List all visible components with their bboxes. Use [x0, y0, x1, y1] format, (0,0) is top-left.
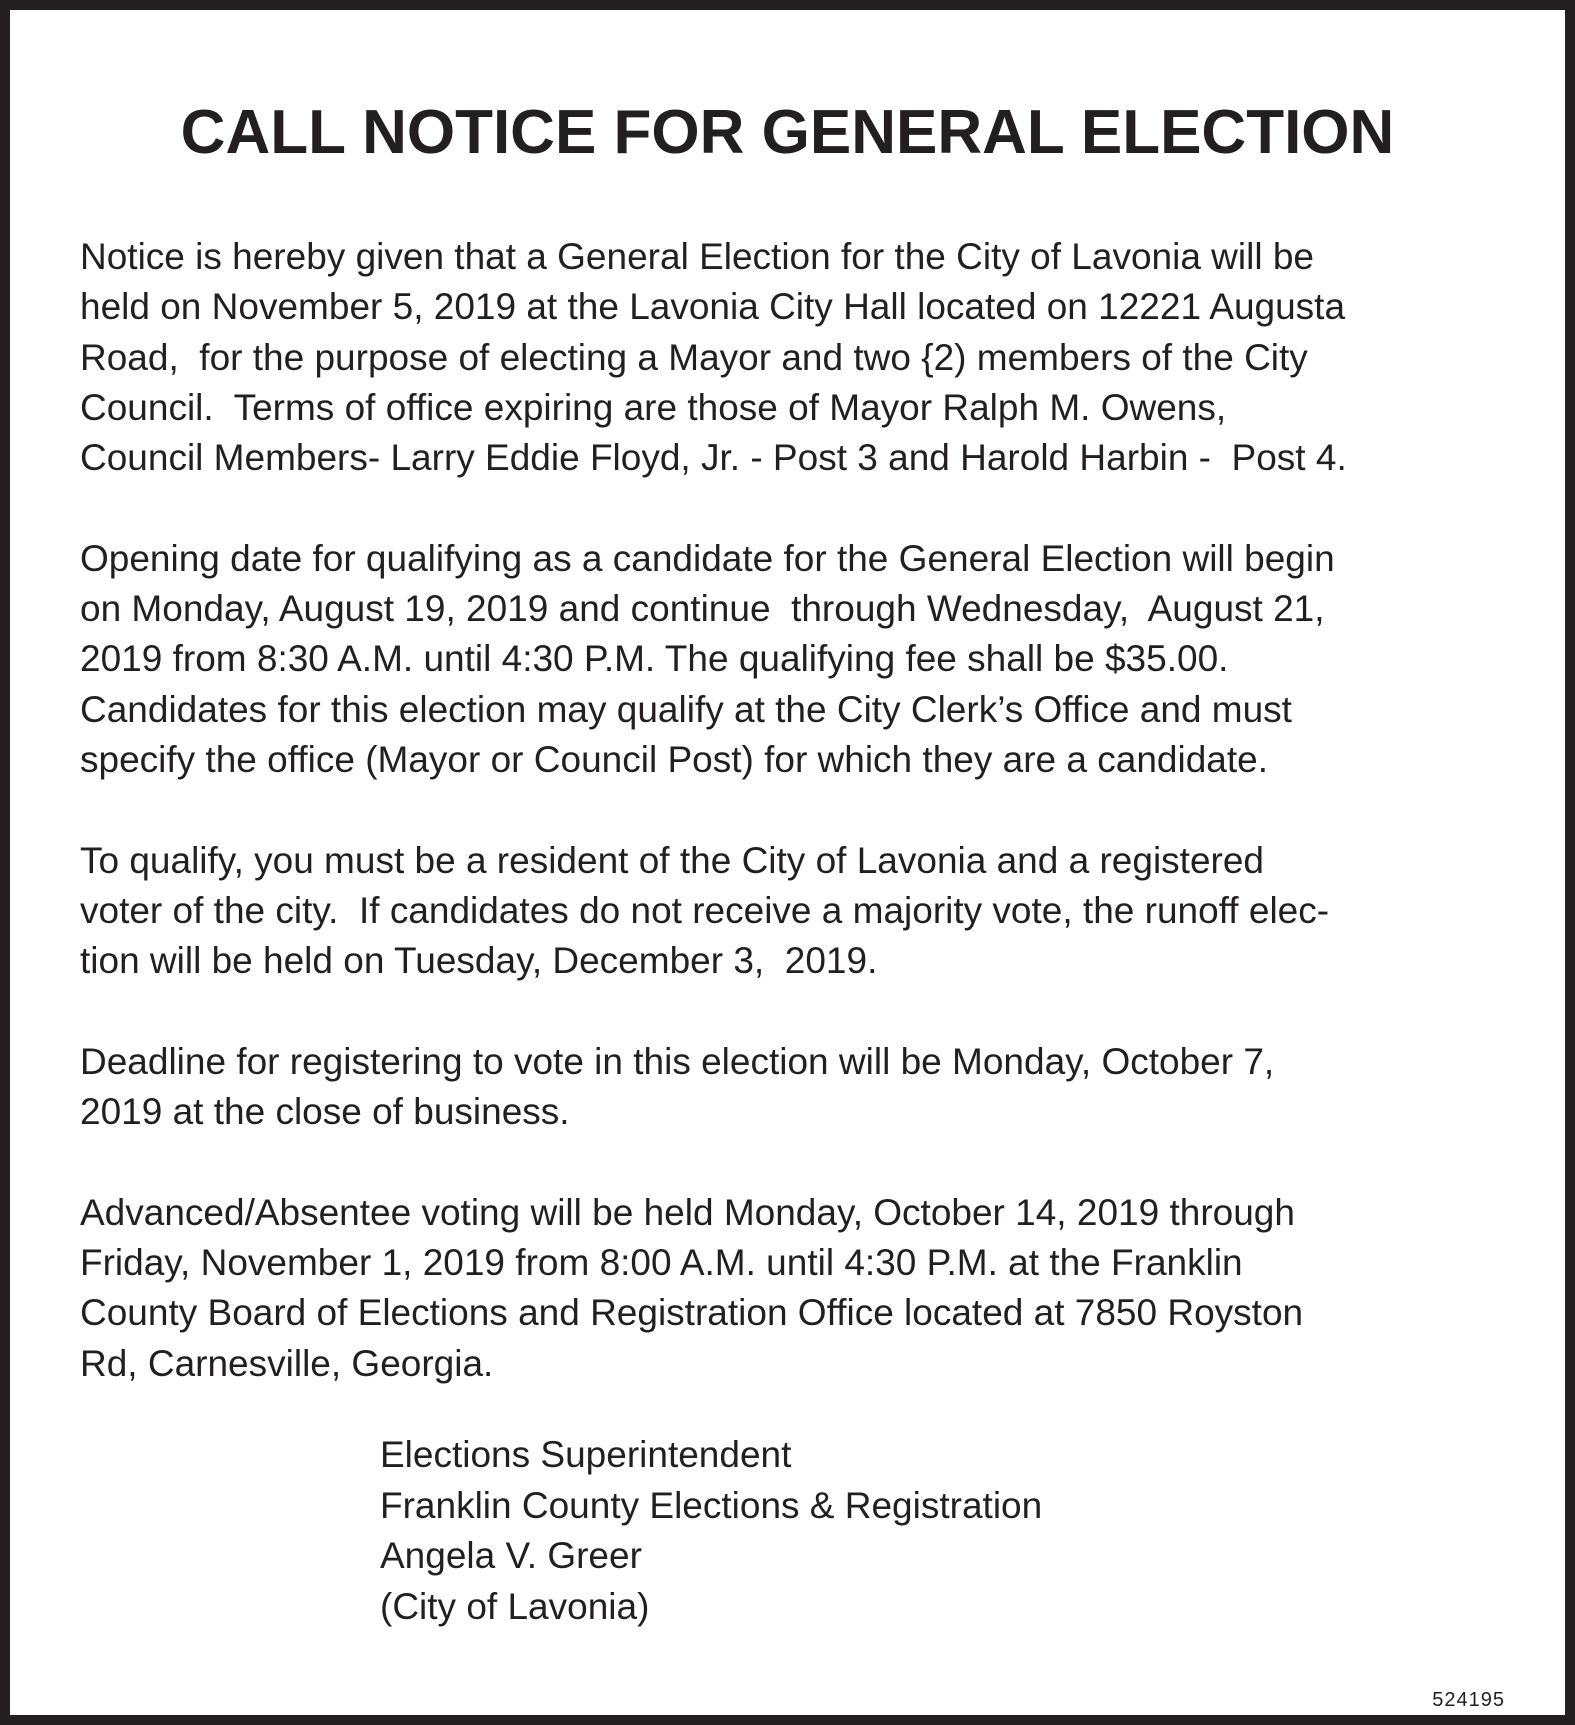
paragraph-absentee-voting	[80, 1188, 1540, 1389]
paragraph-line: Opening date for qualifying as a candidate for the General Election will begin	[80, 537, 1335, 579]
paragraph-line: Friday, November 1, 2019 from 8:00 A.M. until 4:30 P.M. at the Franklin	[80, 1241, 1243, 1283]
ad-number: 524195	[1432, 1689, 1505, 1711]
paragraph-line: County Board of Elections and Registration Office located at 7850 Royston	[80, 1292, 1304, 1334]
paragraph-line: tion will be held on Tuesday, December 3, 2019.	[80, 940, 878, 982]
signature-line: Angela V. Greer	[380, 1535, 642, 1576]
paragraph-line: Council Members- Larry Eddie Floyd, Jr. - Post 3 and Harold Harbin - Post 4.	[80, 437, 1347, 479]
signature-line: (City of Lavonia)	[380, 1585, 650, 1627]
paragraph-line: To qualify, you must be a resident of the City of Lavonia and a registered	[80, 839, 1264, 881]
paragraph-qualification-requirements	[80, 836, 1540, 987]
paragraph-registration-deadline	[80, 1037, 1540, 1138]
paragraph-line: Rd, Carnesville, Georgia.	[80, 1342, 494, 1384]
paragraph-line: Council. Terms of office expiring are those of Mayor Ralph M. Owens,	[80, 386, 1227, 428]
paragraph-line: Candidates for this election may qualify at the City Clerk’s Office and must	[80, 688, 1292, 730]
notice-title: CALL NOTICE FOR GENERAL ELECTION	[180, 98, 1395, 167]
signature-line: Elections Superintendent	[380, 1434, 792, 1475]
paragraph-election-announcement	[80, 232, 1540, 483]
paragraph-qualifying-dates	[80, 534, 1540, 785]
paragraph-line: 2019 from 8:30 A.M. until 4:30 P.M. The qualifying fee shall be $35.00.	[80, 638, 1229, 680]
paragraph-line: held on November 5, 2019 at the Lavonia City Hall located on 12221 Augusta	[80, 286, 1346, 328]
paragraph-line: 2019 at the close of business.	[80, 1091, 570, 1133]
notice-body	[80, 232, 1540, 1439]
signature-block	[380, 1430, 1042, 1632]
signature-line: Franklin County Elections & Registration	[380, 1484, 1043, 1526]
paragraph-line: Advanced/Absentee voting will be held Monday, October 14, 2019 through	[80, 1191, 1295, 1233]
paragraph-line: on Monday, August 19, 2019 and continue through Wednesday, August 21,	[80, 588, 1325, 630]
paragraph-line: specify the office (Mayor or Council Post) for which they are a candidate.	[80, 738, 1268, 780]
paragraph-line: Notice is hereby given that a General Election for the City of Lavonia will be	[80, 236, 1314, 277]
paragraph-line: Deadline for registering to vote in this election will be Monday, October 7,	[80, 1040, 1275, 1082]
paragraph-line: Road, for the purpose of electing a Mayor and two {2) members of the City	[80, 336, 1308, 378]
paragraph-line: voter of the city. If candidates do not receive a majority vote, the runoff elec-	[80, 889, 1330, 931]
